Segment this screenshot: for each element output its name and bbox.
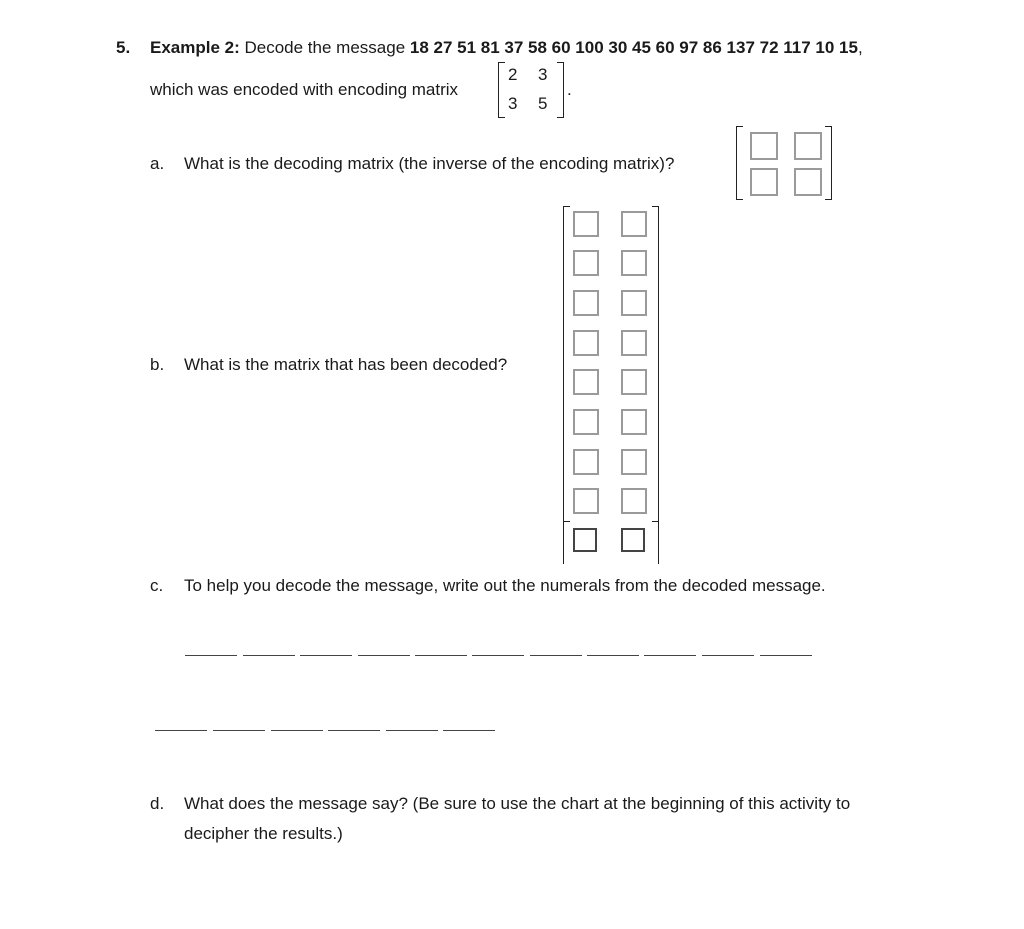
decoding-matrix-answer <box>736 126 832 200</box>
matrix-entry: 2 <box>508 65 518 84</box>
decoded-matrix-extra-row <box>563 522 659 564</box>
answer-box[interactable] <box>621 409 647 435</box>
answer-box[interactable] <box>573 369 599 395</box>
part-b-letter: b. <box>150 355 165 374</box>
numeral-blank[interactable] <box>530 655 582 656</box>
part-d-question-line1: What does the message say? (Be sure to use the chart at the beginning of this activity to <box>184 794 851 813</box>
numeral-blank[interactable] <box>243 655 295 656</box>
part-d-question-line2: decipher the results.) <box>184 824 343 843</box>
answer-box[interactable] <box>794 168 822 196</box>
numeral-blank[interactable] <box>213 730 265 731</box>
intro-text: Decode the message <box>239 38 410 57</box>
numeral-blank[interactable] <box>587 655 639 656</box>
numeral-blank[interactable] <box>271 730 323 731</box>
encoding-matrix-text: which was encoded with encoding matrix <box>150 80 459 99</box>
matrix-right-bracket <box>557 62 564 118</box>
answer-box[interactable] <box>621 449 647 475</box>
numeral-blank[interactable] <box>472 655 524 656</box>
answer-box[interactable] <box>573 528 597 552</box>
answer-box[interactable] <box>621 290 647 316</box>
part-c-letter: c. <box>150 576 164 595</box>
encoding-matrix <box>498 62 564 118</box>
answer-box[interactable] <box>621 488 647 514</box>
matrix-entry: 3 <box>538 65 548 84</box>
numeral-blank[interactable] <box>155 730 207 731</box>
numeral-blank[interactable] <box>185 655 237 656</box>
numeral-blank[interactable] <box>443 730 495 731</box>
answer-box[interactable] <box>573 250 599 276</box>
answer-box[interactable] <box>621 369 647 395</box>
answer-box[interactable] <box>621 330 647 356</box>
numeral-blank[interactable] <box>702 655 754 656</box>
numeral-blank[interactable] <box>386 730 438 731</box>
period: . <box>567 80 572 99</box>
encoded-message: 18 27 51 81 37 58 60 100 30 45 60 97 86 137 72 117 10 15 <box>409 38 858 57</box>
answer-box[interactable] <box>794 132 822 160</box>
answer-box[interactable] <box>573 330 599 356</box>
answer-box[interactable] <box>573 409 599 435</box>
answer-box[interactable] <box>621 250 647 276</box>
problem-statement <box>150 38 863 58</box>
problem-number: 5. <box>116 38 131 57</box>
matrix-entry: 3 <box>508 94 518 113</box>
comma: , <box>857 38 863 57</box>
answer-box[interactable] <box>750 168 778 196</box>
part-a-question: What is the decoding matrix (the inverse of the encoding matrix)? <box>184 154 675 173</box>
answer-box[interactable] <box>750 132 778 160</box>
answer-box[interactable] <box>573 449 599 475</box>
answer-box[interactable] <box>573 488 599 514</box>
example-label: Example 2: <box>150 38 240 57</box>
part-c-question: To help you decode the message, write out the numerals from the decoded message. <box>184 576 826 595</box>
matrix-left-bracket <box>498 62 505 118</box>
part-a-letter: a. <box>150 154 165 173</box>
numeral-blank[interactable] <box>358 655 410 656</box>
part-d-letter: d. <box>150 794 165 813</box>
answer-box[interactable] <box>573 211 599 237</box>
numeral-blank[interactable] <box>328 730 380 731</box>
numeral-blank[interactable] <box>644 655 696 656</box>
answer-box[interactable] <box>621 528 645 552</box>
numeral-blank[interactable] <box>760 655 812 656</box>
decoded-matrix-answer <box>563 206 659 522</box>
part-b-question: What is the matrix that has been decoded? <box>184 355 508 374</box>
answer-box[interactable] <box>621 211 647 237</box>
numeral-blank[interactable] <box>300 655 352 656</box>
matrix-entry: 5 <box>538 94 548 113</box>
answer-box[interactable] <box>573 290 599 316</box>
numeral-blank[interactable] <box>415 655 467 656</box>
